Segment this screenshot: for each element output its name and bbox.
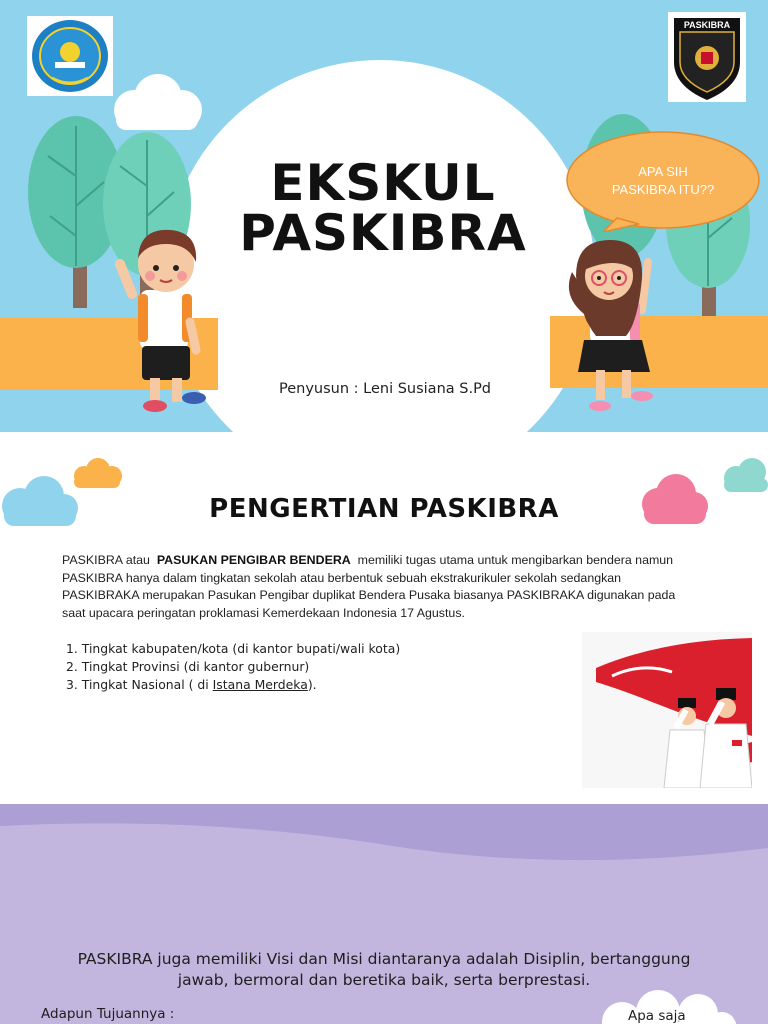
slide-title — [200, 154, 566, 262]
levels-list — [66, 640, 400, 694]
cloud-orange — [70, 458, 124, 490]
list-item: 2. Tingkat Provinsi (di kantor gubernur) — [66, 659, 310, 674]
list-item — [66, 676, 400, 694]
vision-line-2: jawab, bermoral dan beretika baik, serta berprestasi. — [177, 971, 591, 989]
para-line-1-rest: memiliki tugas utama untuk mengibarkan bendera namun — [357, 553, 674, 567]
paskibra-shield-icon — [668, 12, 746, 102]
para-bold-term: PASUKAN PENGIBAR BENDERA — [156, 553, 351, 567]
vision-line-1: PASKIBRA juga memiliki Visi dan Misi diantaranya adalah Disiplin, bertanggung — [77, 950, 691, 968]
cloud-label: Apa saja — [628, 1008, 686, 1024]
girl-character — [566, 236, 666, 416]
para-line-3: PASKIBRAKA merupakan Pasukan Pengibar duplikat Bendera Pusaka biasanya PASKIBRAKA digunakan pada — [62, 588, 676, 602]
list-item: 1. Tingkat kabupaten/kota (di kantor bupati/wali kota) — [66, 641, 401, 656]
title-slide — [0, 0, 768, 432]
flag-salute-illustration — [582, 632, 752, 788]
bubble-line-1: APA SIH — [638, 164, 688, 179]
cloud-teal — [720, 456, 768, 496]
flag-salute-icon — [582, 632, 752, 788]
para-line-1 — [62, 552, 712, 570]
title-line-1: EKSKUL — [270, 154, 496, 212]
vision-slide — [0, 804, 768, 1024]
vision-text — [30, 949, 738, 991]
boy-character — [110, 222, 220, 414]
para-line-2: PASKIBRA hanya dalam tingkatan sekolah atau berbentuk sebuah ekstrakurikuler sekolah sedangkan — [62, 570, 622, 585]
school-emblem-icon — [27, 16, 113, 96]
school-logo — [27, 16, 113, 96]
cloud-white — [106, 72, 206, 134]
paskibra-logo-text: PASKIBRA — [683, 20, 731, 30]
section-title: PENGERTIAN PASKIBRA — [209, 494, 559, 524]
speech-bubble-text — [578, 163, 748, 199]
wave-decoration — [0, 804, 768, 868]
objectives-label: Adapun Tujuannya : — [41, 1006, 175, 1022]
definition-slide — [0, 432, 768, 804]
author-text: Penyusun : Leni Susiana S.Pd — [278, 381, 492, 397]
list-item-prefix: 3. Tingkat Nasional ( di — [66, 677, 213, 692]
title-line-2: PASKIBRA — [239, 204, 527, 262]
definition-paragraph — [62, 552, 712, 622]
list-item-suffix: ). — [307, 677, 317, 692]
bubble-line-2: PASKIBRA ITU?? — [611, 182, 715, 197]
para-line-4: saat upacara peringatan proklamasi Kemerdekaan Indonesia 17 Agustus. — [62, 605, 465, 620]
paskibra-logo — [668, 12, 746, 102]
istana-merdeka-link[interactable]: Istana Merdeka — [212, 677, 308, 692]
para-lead: PASKIBRA atau — [62, 553, 150, 567]
